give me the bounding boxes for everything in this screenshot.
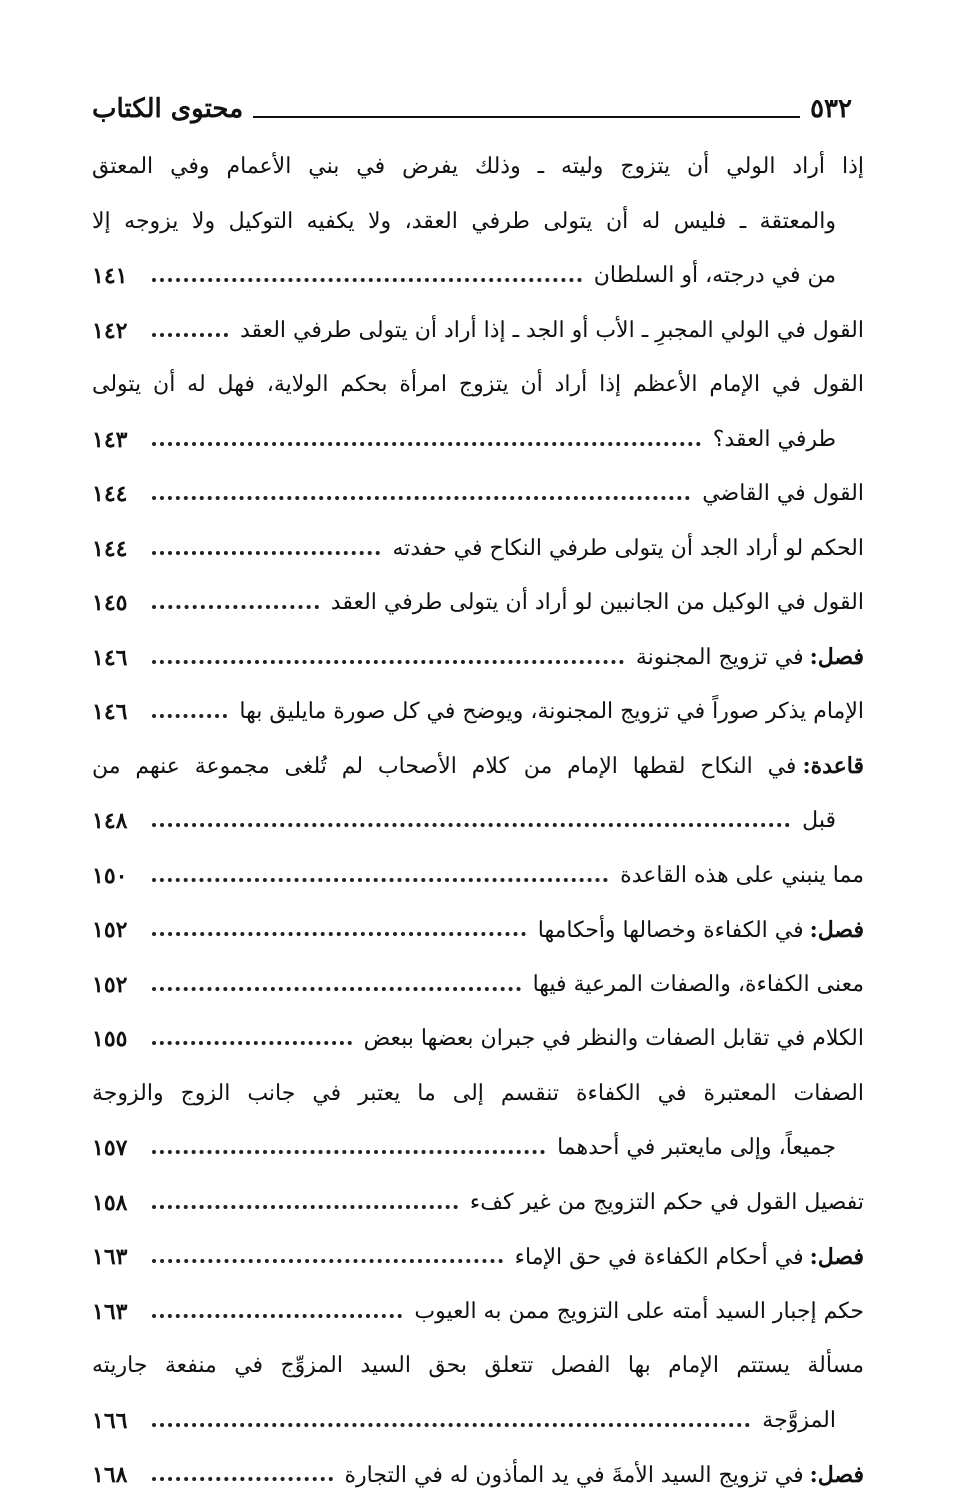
toc-page-number: ١٤٨ (92, 808, 128, 835)
toc-line (92, 1394, 864, 1449)
toc-keyword: فصل: (809, 1243, 864, 1270)
toc-line-text: قبل (802, 808, 836, 834)
toc-line-text: الصفات المعتبرة في الكفاءة تنقسم إلى ما يعتبر في جانب الزوج والزوجة (92, 1080, 864, 1106)
toc-entry (92, 1448, 864, 1503)
dot-leader (152, 1314, 402, 1318)
table-of-contents (92, 140, 864, 1503)
dot-leader (152, 551, 380, 555)
toc-line (92, 140, 864, 195)
toc-line-text: مسألة يستتم الإمام بها الفصل تتعلق بحق السيد المزوِّج في منفعة جاريته (92, 1353, 864, 1379)
toc-line-text: الحكم لو أراد الجد أن يتولى طرفي النكاح في حفدته (392, 535, 864, 561)
toc-page-number: ١٤٣ (92, 426, 128, 453)
toc-entry-text (92, 1080, 864, 1106)
toc-entry-text (92, 374, 864, 396)
toc-line-text: في أحكام الكفاءة في حق الإماء (514, 1244, 804, 1270)
toc-line-text: في الكفاءة وخصالها وأحكامها (537, 917, 804, 943)
toc-entry-text (344, 1461, 864, 1488)
toc-line-text: القول في الإمام الأعظم إذا أراد أن يتزوج امرأة بحكم الولاية، فهل له أن يتولى (92, 372, 864, 398)
toc-entry-text (537, 916, 864, 943)
toc-line-text: معنى الكفاءة، والصفات المرعية فيها (532, 971, 864, 997)
toc-entry-text (469, 1189, 864, 1215)
toc-line (92, 576, 864, 631)
toc-line (92, 903, 864, 958)
dot-leader (152, 714, 227, 718)
toc-line-text: في تزويج المجنونة (635, 645, 804, 671)
toc-line-text: القول في الوكيل من الجانبين لو أراد أن يتولى طرفي العقد (330, 590, 864, 616)
dot-leader (152, 878, 608, 882)
toc-entry (92, 958, 864, 1013)
toc-page-number: ١٦٣ (92, 1298, 128, 1325)
toc-entry-text (802, 810, 864, 832)
dot-leader (152, 1041, 352, 1045)
toc-line (92, 794, 864, 849)
toc-entry (92, 849, 864, 904)
toc-page-number: ١٥٧ (92, 1135, 128, 1162)
toc-entry-text (92, 755, 864, 778)
toc-entry (92, 1176, 864, 1231)
toc-line (92, 1012, 864, 1067)
dot-leader (152, 442, 701, 446)
toc-line-text: في تزويج السيد الأمةَ في يد المأذون له في التجارة (344, 1462, 804, 1488)
toc-page-number: ١٦٨ (92, 1462, 128, 1489)
toc-entry-text (239, 701, 864, 723)
toc-line-text: جميعاً، وإلى مايعتبر في أحدهما (557, 1135, 836, 1161)
toc-page-number: ١٥٥ (92, 1026, 128, 1053)
toc-entry-text (331, 592, 864, 614)
toc-page-number: ١٤٥ (92, 590, 128, 617)
toc-entry-text (414, 1298, 864, 1324)
toc-line (92, 1067, 864, 1122)
toc-entry (92, 1012, 864, 1067)
toc-line (92, 958, 864, 1013)
toc-line (92, 631, 864, 686)
dot-leader (152, 1205, 458, 1209)
toc-line (92, 413, 864, 468)
toc-entry-text (702, 483, 864, 505)
toc-page-number: ١٦٦ (92, 1407, 128, 1434)
toc-entry (92, 522, 864, 577)
toc-entry-text (762, 1407, 864, 1433)
toc-entry (92, 1067, 864, 1176)
toc-page-number: ١٤٢ (92, 317, 128, 344)
toc-line (92, 1285, 864, 1340)
toc-page-number: ١٤٤ (92, 481, 128, 508)
toc-entry-text (364, 1028, 864, 1050)
toc-page-number: ١٤٦ (92, 644, 128, 671)
toc-entry-text (620, 862, 864, 888)
toc-page-number: ١٥٠ (92, 862, 128, 889)
toc-line-text: في النكاح لقطها الإمام من كلام الأصحاب لم تُلغى مجموعة عنهم من (92, 754, 797, 780)
dot-leader (152, 333, 228, 337)
toc-page-number: ١٤٤ (92, 535, 128, 562)
toc-line-text: من في درجته، أو السلطان (593, 263, 836, 289)
toc-entry (92, 1285, 864, 1340)
toc-entry-text (532, 971, 864, 997)
toc-entry-text (557, 1137, 864, 1159)
toc-line (92, 1176, 864, 1231)
toc-line (92, 740, 864, 795)
toc-line (92, 1448, 864, 1503)
toc-entry-text (514, 1243, 864, 1270)
toc-entry-text (239, 317, 864, 343)
dot-leader (152, 1477, 333, 1481)
book-title: محتوى الكتاب (92, 94, 244, 124)
toc-line (92, 1121, 864, 1176)
running-header (92, 84, 852, 128)
toc-entry-text (92, 1355, 864, 1377)
toc-page-number: ١٤١ (92, 263, 128, 290)
dot-leader (152, 932, 526, 936)
toc-page-number: ١٤٦ (92, 699, 128, 726)
toc-line-text: القول في القاضي (702, 481, 864, 507)
toc-entry (92, 1339, 864, 1448)
dot-leader (152, 278, 582, 282)
toc-page-number: ١٦٣ (92, 1244, 128, 1271)
toc-page-number: ١٥٢ (92, 917, 128, 944)
toc-line-text: القول في الولي المجبرِ ـ الأب أو الجد ـ إذا أراد أن يتولى طرفي العقد (239, 317, 864, 343)
toc-line (92, 1339, 864, 1394)
page-number: ٥٣٢ (810, 94, 852, 124)
toc-line (92, 467, 864, 522)
dot-leader (152, 605, 319, 609)
dot-leader (152, 496, 690, 500)
toc-line (92, 849, 864, 904)
toc-page-number: ١٥٢ (92, 971, 128, 998)
toc-line (92, 1230, 864, 1285)
toc-line (92, 249, 864, 304)
toc-entry (92, 304, 864, 359)
toc-entry (92, 140, 864, 304)
toc-line (92, 304, 864, 359)
toc-entry (92, 631, 864, 686)
toc-entry (92, 903, 864, 958)
toc-keyword: قاعدة: (802, 753, 864, 780)
toc-keyword: فصل: (809, 1461, 864, 1488)
toc-line (92, 195, 864, 250)
toc-keyword: فصل: (809, 644, 864, 671)
toc-entry-text (92, 208, 864, 234)
dot-leader (152, 1150, 545, 1154)
toc-line-text: الإمام يذكر صوراً في تزويج المجنونة، ويوضح في كل صورة مايليق بها (239, 699, 864, 725)
toc-entry-text (392, 535, 864, 561)
toc-entry-text (594, 265, 864, 287)
toc-line (92, 358, 864, 413)
toc-entry (92, 576, 864, 631)
header-rule (253, 116, 800, 118)
toc-entry (92, 467, 864, 522)
toc-line-text: طرفي العقد؟ (712, 426, 836, 452)
toc-line-text: تفصيل القول في حكم التزويج من غير كفء (469, 1189, 864, 1215)
toc-line-text: والمعتقة ـ فليس له أن يتولى طرفي العقد، ولا يكفيه التوكيل ولا يزوجه إلا (92, 208, 836, 234)
toc-line-text: مما ينبني على هذه القاعدة (620, 862, 864, 888)
toc-entry (92, 740, 864, 849)
toc-line-text: الكلام في تقابل الصفات والنظر في جبران بعضها ببعض (363, 1026, 864, 1052)
toc-entry-text (712, 426, 864, 452)
dot-leader (152, 823, 790, 827)
toc-page-number: ١٥٨ (92, 1189, 128, 1216)
toc-entry-text (636, 646, 864, 669)
toc-line (92, 522, 864, 577)
toc-entry-text (92, 156, 864, 178)
toc-line-text: المزوَّجة (762, 1407, 836, 1433)
dot-leader (152, 1259, 503, 1263)
dot-leader (152, 987, 521, 991)
dot-leader (152, 1423, 750, 1427)
toc-line (92, 685, 864, 740)
toc-line-text: إذا أراد الولي أن يتزوج وليته ـ وذلك يفرض في بني الأعمام وفي المعتق (92, 154, 864, 180)
toc-entry (92, 358, 864, 467)
toc-entry (92, 1230, 864, 1285)
dot-leader (152, 660, 624, 664)
toc-line-text: حكم إجبار السيد أمته على التزويج ممن به العيوب (414, 1298, 864, 1324)
toc-keyword: فصل: (809, 916, 864, 943)
toc-entry (92, 685, 864, 740)
